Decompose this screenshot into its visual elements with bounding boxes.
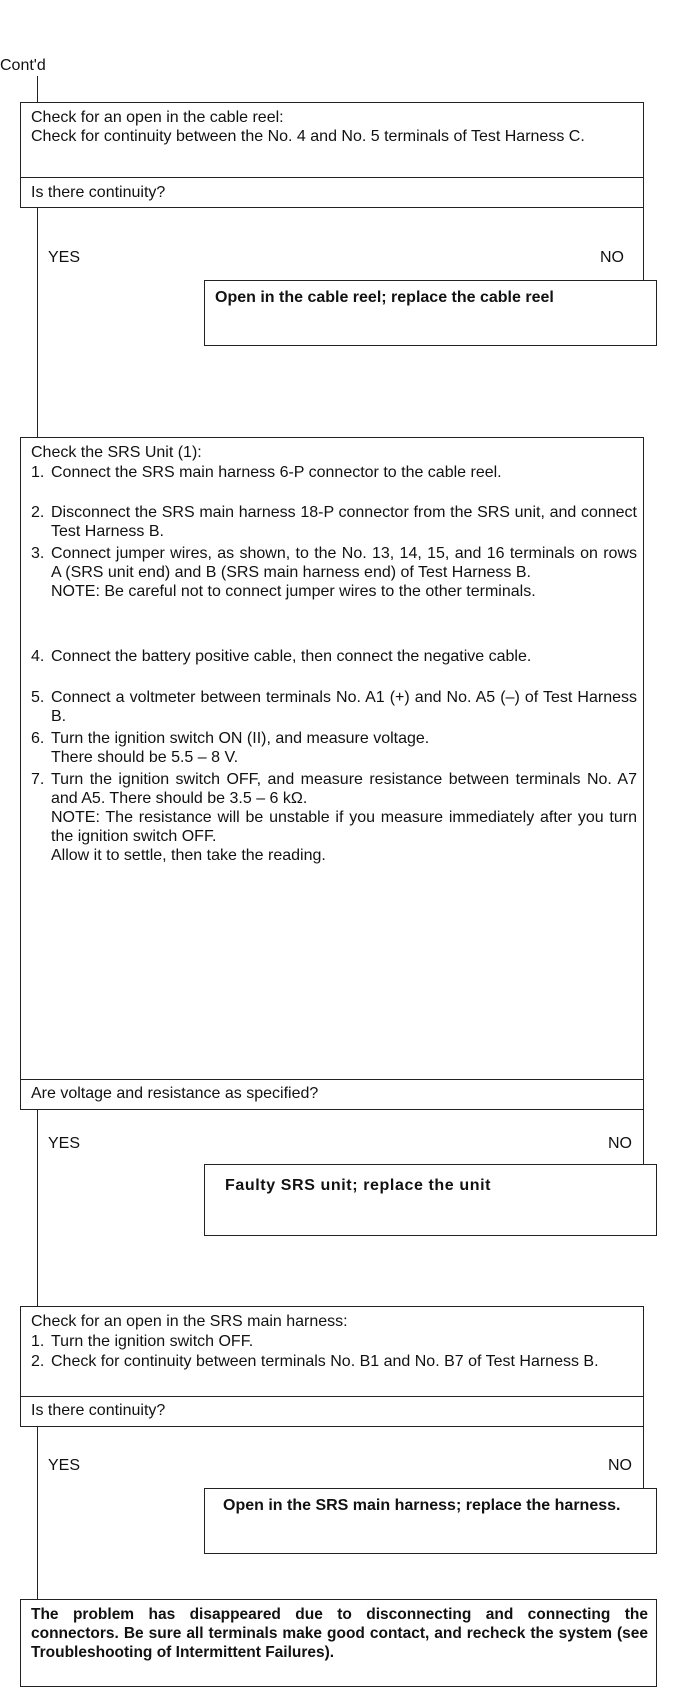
step-text: Connect jumper wires, as shown, to the No. 13, 14, 15, and 16 terminals on rows A (SRS unit end) and B (SRS main harness end) of Test Harness B. [51,545,637,581]
step-4 [31,647,637,666]
step-number: 5. [31,689,45,706]
step-number: 4. [31,648,45,665]
step-text: Turn the ignition switch OFF, and measure resistance between terminals No. A7 and A5. There should be 3.5 – 6 kΩ. [51,771,637,807]
step-number: 2. [31,1353,45,1370]
step-1 [31,1332,637,1351]
step-number: 2. [31,504,45,521]
check-box-cable-reel [20,102,644,208]
contd-label: Cont'd [0,57,46,74]
step-number: 1. [31,464,45,481]
step-6 [31,729,637,767]
step-note: There should be 5.5 – 8 V. [51,749,239,766]
result-text-main-harness: Open in the SRS main harness; replace the harness. [223,1497,621,1514]
step-text: Connect the battery positive cable, then connect the negative cable. [51,648,532,665]
question-divider [21,177,643,178]
step-text: Connect the SRS main harness 6-P connector to the cable reel. [51,464,502,481]
step-text: Connect a voltmeter between terminals No. A1 (+) and No. A5 (–) of Test Harness B. [51,689,637,725]
yes-label: YES [48,249,81,266]
no-label: NO [600,249,624,266]
srs-unit-title: Check the SRS Unit (1): [31,444,202,461]
yes-label: YES [48,1135,81,1152]
final-text: The problem has disappeared due to disconnecting and connecting the connectors. Be sure all terminals make good contact, and recheck the system (see Troubleshooting of Intermittent Failures). [31,1606,648,1661]
step-text: Check for continuity between terminals No. B1 and No. B7 of Test Harness B. [51,1353,599,1370]
step-number: 3. [31,545,45,562]
result-box-srs-unit [204,1164,657,1236]
step-text: Disconnect the SRS main harness 18-P connector from the SRS unit, and connect Test Harness B. [51,504,637,540]
no-branch-line [643,208,644,280]
question-text: Is there continuity? [31,184,166,201]
final-box [20,1599,657,1687]
check-box-main-harness [20,1306,644,1427]
yes-label: YES [48,1457,81,1474]
step-2 [31,1352,637,1371]
question-text: Is there continuity? [31,1402,166,1419]
no-label: NO [608,1135,632,1152]
result-box-main-harness [204,1488,657,1554]
check-text-cable-reel: Check for an open in the cable reel: Check for continuity between the No. 4 and No. 5 terminals of Test Harness C. [31,109,585,145]
question-divider [21,1079,643,1080]
step-note: NOTE: The resistance will be unstable if you measure immediately after you turn the ignition switch OFF. Allow it to settle, then take the reading. [51,809,637,864]
result-text-cable-reel: Open in the cable reel; replace the cable reel [215,289,554,306]
step-5 [31,688,637,726]
step-text: Turn the ignition switch ON (II), and measure voltage. [51,730,430,747]
step-1 [31,463,637,482]
step-number: 7. [31,771,45,788]
step-2 [31,503,637,541]
step-7 [31,770,637,865]
check-box-srs-unit [20,437,644,1110]
question-divider [21,1396,643,1397]
result-box-cable-reel [204,280,657,346]
step-number: 1. [31,1333,45,1350]
question-text: Are voltage and resistance as specified? [31,1085,319,1102]
no-label: NO [608,1457,632,1474]
step-text: Turn the ignition switch OFF. [51,1333,254,1350]
step-3 [31,544,637,601]
result-text-srs-unit: Faulty SRS unit; replace the unit [225,1177,492,1194]
main-harness-title: Check for an open in the SRS main harness: [31,1313,348,1330]
no-branch-line [643,1427,644,1489]
step-note: NOTE: Be careful not to connect jumper wires to the other terminals. [51,583,536,600]
step-number: 6. [31,730,45,747]
flow-line-lower [37,1427,38,1599]
no-branch-line [643,1110,644,1165]
